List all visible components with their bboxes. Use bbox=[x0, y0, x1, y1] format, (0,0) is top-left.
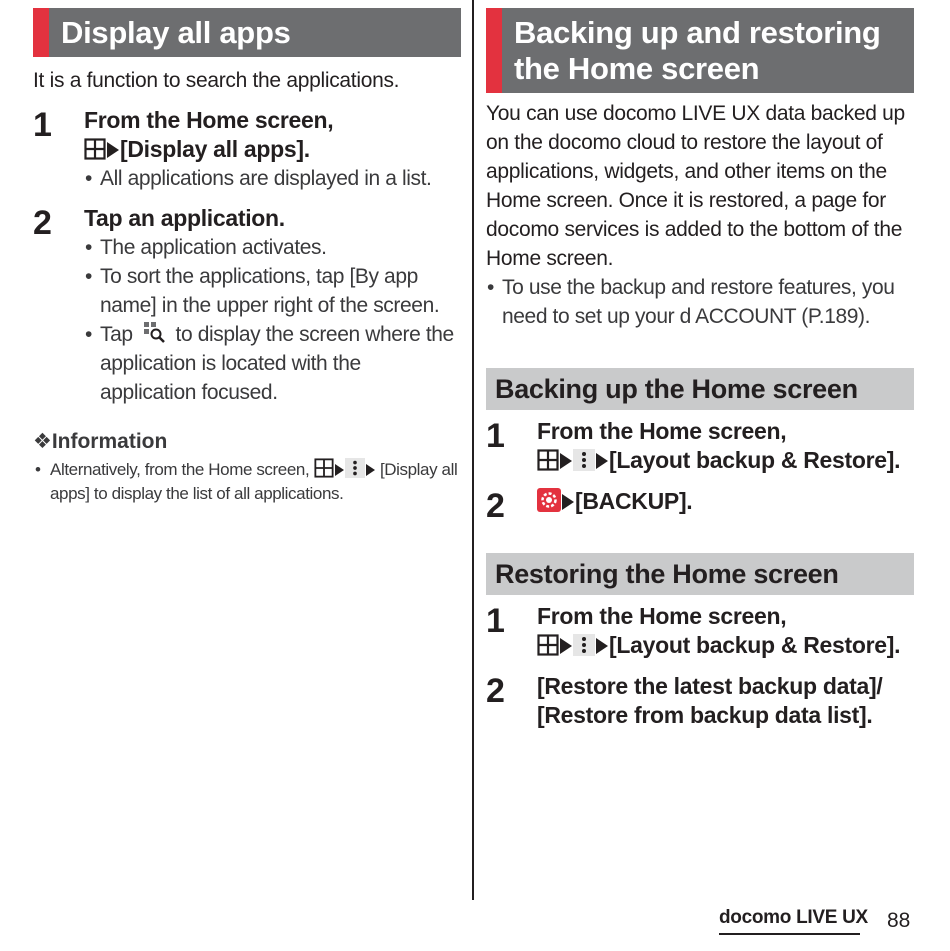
intro-text: It is a function to search the applications. bbox=[33, 69, 400, 92]
arrow-icon bbox=[335, 464, 344, 476]
step-number: 1 bbox=[33, 106, 52, 144]
heading-restoring: Restoring the Home screen bbox=[486, 553, 914, 595]
step-title bbox=[537, 417, 914, 475]
step-number: 2 bbox=[486, 672, 505, 710]
step-1 bbox=[33, 106, 461, 193]
left-column bbox=[33, 8, 461, 506]
step-line: From the Home screen, bbox=[84, 107, 334, 133]
step-title: [Restore the latest backup data]/ [Restore from backup data list]. bbox=[537, 673, 883, 728]
arrow-icon bbox=[596, 638, 608, 654]
information-block bbox=[33, 428, 461, 506]
arrow-icon bbox=[560, 453, 572, 469]
step-line bbox=[537, 446, 914, 475]
heading-display-all-apps: Display all apps bbox=[33, 8, 461, 57]
information-list bbox=[33, 458, 461, 506]
heading-backing-up: Backing up the Home screen bbox=[486, 368, 914, 410]
list-item: • To use the backup and restore features, you need to set up your d ACCOUNT (P.189). bbox=[486, 273, 914, 331]
intro-notes bbox=[486, 273, 914, 331]
step-number: 1 bbox=[486, 417, 505, 455]
menu-dots-icon bbox=[573, 634, 595, 656]
menu-dots-icon bbox=[345, 458, 365, 478]
column-divider bbox=[472, 0, 474, 900]
step-line bbox=[537, 631, 914, 660]
list-item-text: Tap bbox=[100, 323, 133, 346]
step-action: [BACKUP]. bbox=[575, 488, 693, 514]
app-search-icon bbox=[142, 320, 166, 344]
list-item: • All applications are displayed in a list. bbox=[84, 164, 461, 193]
list-item bbox=[33, 458, 461, 506]
information-marker-icon: ❖ bbox=[33, 430, 52, 453]
step-action: [Display all apps]. bbox=[120, 136, 310, 162]
right-column bbox=[486, 8, 914, 730]
apps-grid-icon bbox=[537, 449, 559, 471]
list-item-text: to display the screen where the application is located with the application focused. bbox=[100, 323, 454, 404]
list-item bbox=[84, 320, 461, 407]
restore-step-1 bbox=[486, 602, 914, 660]
intro-text: You can use docomo LIVE UX data backed up on the docomo cloud to restore the layout of applications, widgets, and other items on the Home screen. Once it is restored, a page for docomo services is added to the bottom of the Home screen. bbox=[486, 102, 905, 270]
arrow-icon bbox=[560, 638, 572, 654]
step-line bbox=[84, 135, 461, 164]
arrow-icon bbox=[596, 453, 608, 469]
step-action: [Layout backup & Restore]. bbox=[609, 447, 901, 473]
step-line: From the Home screen, bbox=[537, 603, 787, 629]
step-number: 2 bbox=[33, 204, 52, 242]
apps-grid-icon bbox=[537, 634, 559, 656]
step-action: [Layout backup & Restore]. bbox=[609, 632, 901, 658]
footer-underline bbox=[719, 933, 860, 935]
step-number: 1 bbox=[486, 602, 505, 640]
footer-section-title: docomo LIVE UX bbox=[719, 907, 868, 928]
information-title: Information bbox=[51, 430, 168, 453]
apps-grid-icon bbox=[314, 458, 334, 478]
arrow-icon bbox=[366, 464, 375, 476]
backup-step-1 bbox=[486, 417, 914, 475]
arrow-icon bbox=[562, 494, 574, 510]
step-title bbox=[537, 487, 914, 516]
step-notes bbox=[84, 164, 461, 193]
step-2 bbox=[33, 204, 461, 407]
step-title bbox=[537, 602, 914, 660]
list-item-text: Alternatively, from the Home screen, bbox=[50, 460, 310, 479]
apps-grid-icon bbox=[84, 138, 106, 160]
list-item: • To sort the applications, tap [By app name] in the upper right of the screen. bbox=[84, 262, 461, 320]
restore-step-2 bbox=[486, 672, 914, 730]
heading-backup-restore: Backing up and restoring the Home screen bbox=[486, 8, 914, 93]
step-line: From the Home screen, bbox=[537, 418, 787, 444]
menu-dots-icon bbox=[573, 449, 595, 471]
list-item-text: [Display all apps] to display the list of all applications. bbox=[50, 460, 458, 503]
step-notes bbox=[84, 233, 461, 407]
arrow-icon bbox=[107, 142, 119, 158]
list-item: • The application activates. bbox=[84, 233, 461, 262]
step-number: 2 bbox=[486, 487, 505, 525]
step-title bbox=[84, 106, 461, 164]
information-heading bbox=[33, 428, 461, 456]
settings-gear-icon bbox=[537, 488, 561, 512]
page-number: 88 bbox=[887, 909, 911, 932]
backup-step-2 bbox=[486, 487, 914, 525]
step-title: Tap an application. bbox=[84, 205, 285, 231]
